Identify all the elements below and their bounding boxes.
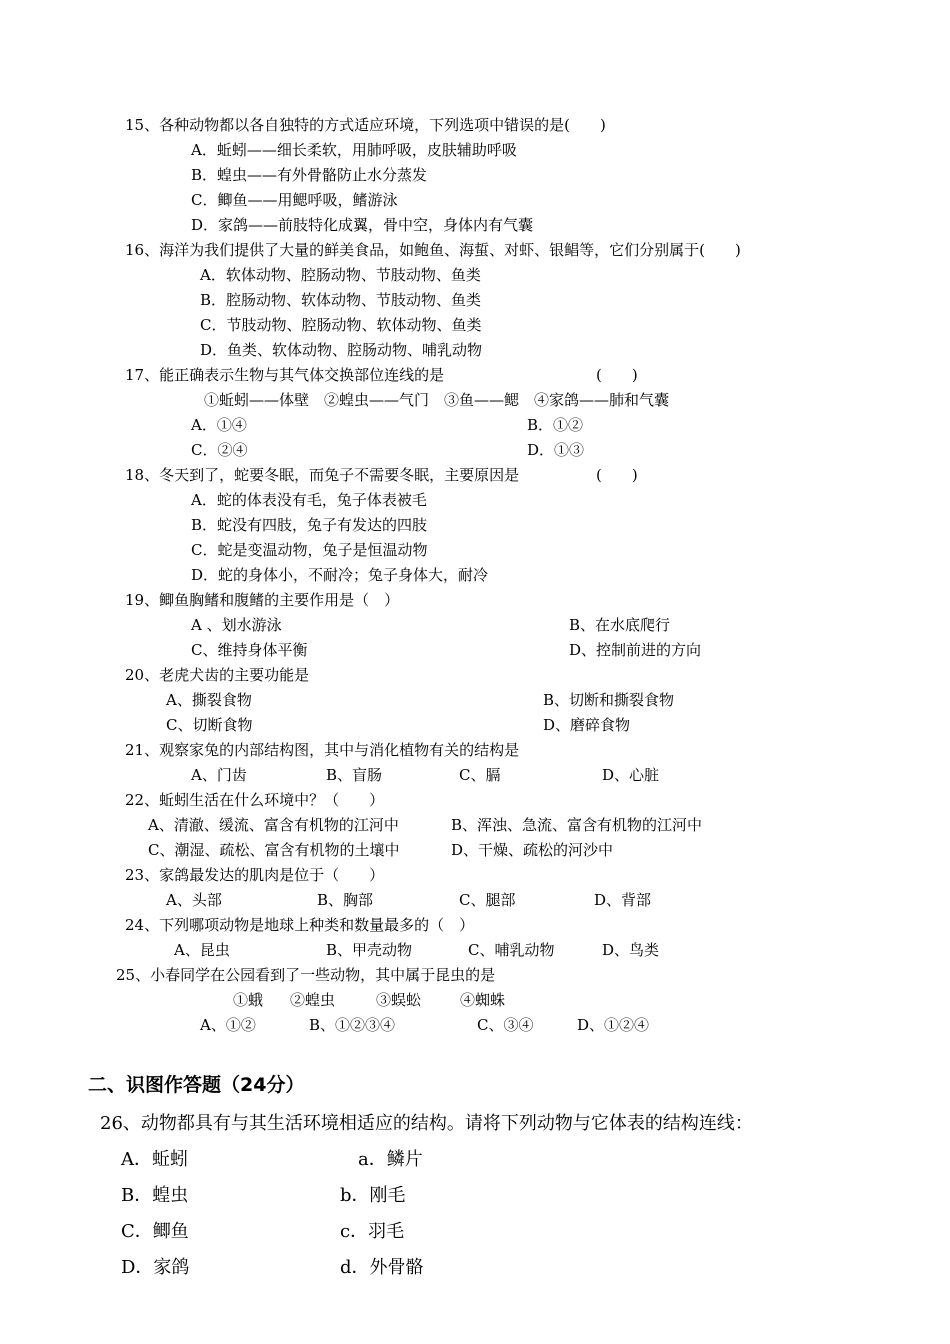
question-19-option-d: D、控制前进的方向 [569,641,702,659]
question-19-option-c: C、维持身体平衡 [191,641,308,659]
structure-item-c: c．羽毛 [340,1221,405,1242]
question-17-option-c: C．②④ [191,441,248,459]
question-22-option-c: C、潮湿、疏松、富含有机物的土壤中 [148,841,400,859]
question-26-stem: 26、动物都具有与其生活环境相适应的结构。请将下列动物与它体表的结构连线： [100,1113,753,1134]
question-24-stem: 24、下列哪项动物是地球上种类和数量最多的（ ） [125,916,475,934]
question-23-stem: 23、家鸽最发达的肌肉是位于（ ） [125,866,385,884]
structure-item-d: d．外骨骼 [340,1257,424,1278]
question-15-stem: 15、各种动物都以各自独特的方式适应环境，下列选项中错误的是( ) [125,116,606,134]
question-23-option-b: B、胸部 [317,891,374,909]
question-25-option-b: B、①②③④ [309,1016,396,1034]
question-24-option-c: C、哺乳动物 [468,941,555,959]
question-16-option-b: B．腔肠动物、软体动物、节肢动物、鱼类 [200,291,482,309]
animal-item-a: A．蚯蚓 [121,1149,188,1170]
question-25-option-d: D、①②④ [577,1016,650,1034]
question-20-option-c: C、切断食物 [166,716,253,734]
question-21-option-d: D、心脏 [602,766,660,784]
question-19-option-a: A 、划水游泳 [191,616,282,634]
question-16-option-a: A．软体动物、腔肠动物、节肢动物、鱼类 [200,266,481,284]
question-17-items: ①蚯蚓——体壁 ②蝗虫——气门 ③鱼——鳃 ④家鸽——肺和气囊 [204,391,670,409]
question-20-option-b: B、切断和撕裂食物 [543,691,675,709]
question-20-option-d: D、磨碎食物 [543,716,631,734]
question-18-answer-blank: ( ) [596,466,638,484]
question-24-option-b: B、甲壳动物 [326,941,413,959]
question-22-stem: 22、蚯蚓生活在什么环境中？（ ） [125,791,385,809]
question-25-option-a: A、①② [200,1016,256,1034]
structure-item-a: a．鳞片 [358,1149,423,1170]
question-18-stem: 18、冬天到了，蛇要冬眠，而兔子不需要冬眠，主要原因是 [125,466,520,484]
question-25-stem: 25、小春同学在公园看到了一些动物，其中属于昆虫的是 [116,966,496,984]
question-23-option-c: C、腿部 [459,891,516,909]
question-16-option-d: D．鱼类、软体动物、腔肠动物、哺乳动物 [200,341,483,359]
question-25-item-3: ③蜈蚣 [376,991,422,1009]
question-17-option-d: D．①③ [527,441,585,459]
animal-item-c: C．鲫鱼 [121,1221,189,1242]
question-18-option-d: D．蛇的身体小，不耐冷；兔子身体大，耐冷 [191,566,489,584]
question-17-option-a: A．①④ [191,416,247,434]
question-15-option-b: B．蝗虫——有外骨骼防止水分蒸发 [191,166,428,184]
animal-item-d: D．家鸽 [121,1257,190,1278]
question-24-option-d: D、鸟类 [602,941,660,959]
question-22-option-a: A、清澈、缓流、富含有机物的江河中 [148,816,399,834]
question-23-option-d: D、背部 [594,891,652,909]
question-22-option-b: B、浑浊、急流、富含有机物的江河中 [451,816,703,834]
question-19-stem: 19、鲫鱼胸鳍和腹鳍的主要作用是（ ） [125,591,400,609]
question-17-stem: 17、能正确表示生物与其气体交换部位连线的是 [125,366,445,384]
question-25-item-1: ①蛾 [233,991,264,1009]
question-16-stem: 16、海洋为我们提供了大量的鲜美食品，如鲍鱼、海蜇、对虾、银鲳等，它们分别属于( ) [125,241,741,259]
question-18-option-a: A．蛇的体表没有毛，兔子体表被毛 [191,491,427,509]
question-21-stem: 21、观察家兔的内部结构图，其中与消化植物有关的结构是 [125,741,520,759]
question-16-option-c: C．节肢动物、腔肠动物、软体动物、鱼类 [200,316,482,334]
question-17-answer-blank: ( ) [596,366,638,384]
question-25-option-c: C、③④ [477,1016,534,1034]
question-22-option-d: D、干燥、疏松的河沙中 [451,841,614,859]
section-2-heading: 二、识图作答题（24分） [88,1074,305,1096]
question-19-option-b: B、在水底爬行 [569,616,671,634]
question-20-stem: 20、老虎犬齿的主要功能是 [125,666,310,684]
animal-item-b: B．蝗虫 [121,1185,189,1206]
question-21-option-c: C、膈 [459,766,501,784]
structure-item-b: b．刚毛 [340,1185,406,1206]
question-24-option-a: A、昆虫 [174,941,230,959]
question-21-option-a: A、门齿 [191,766,247,784]
question-18-option-b: B．蛇没有四肢，兔子有发达的四肢 [191,516,428,534]
question-25-item-4: ④蜘蛛 [460,991,506,1009]
question-15-option-a: A．蚯蚓——细长柔软，用肺呼吸，皮肤辅助呼吸 [191,141,517,159]
question-25-item-2: ②蝗虫 [290,991,336,1009]
question-18-option-c: C．蛇是变温动物，兔子是恒温动物 [191,541,428,559]
question-21-option-b: B、盲肠 [326,766,383,784]
question-15-option-c: C．鲫鱼——用鳃呼吸，鳍游泳 [191,191,398,209]
question-17-option-b: B．①② [527,416,584,434]
question-23-option-a: A、头部 [166,891,222,909]
question-15-option-d: D．家鸽——前肢特化成翼，骨中空，身体内有气囊 [191,216,534,234]
question-20-option-a: A、撕裂食物 [166,691,252,709]
